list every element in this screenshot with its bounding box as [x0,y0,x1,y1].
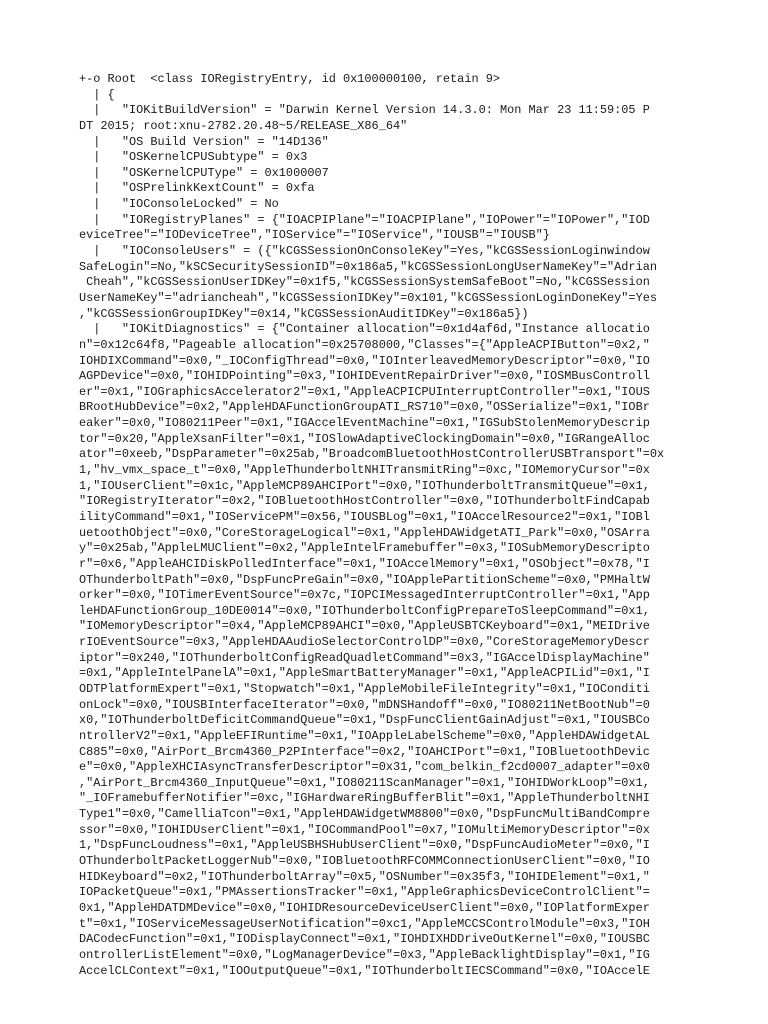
text-line: Type1"=0x0,"CamelliaTcon"=0x1,"AppleHDAWidgetWM8800"=0x0,"DspFuncMultiBandCompre [79,807,650,822]
text-line: | "IOConsoleUsers" = ({"kCGSSessionOnConsoleKey"=Yes,"kCGSSessionLoginwindow [79,244,650,259]
registry-dump-text [79,72,691,979]
text-line: | "OSKernelCPUType" = 0x1000007 [79,165,329,180]
text-line: "_IOFramebufferNotifier"=0xc,"IGHardwareRingBufferBlit"=0x1,"AppleThunderboltNHI [79,791,650,806]
text-line: x0,"IOThunderboltDeficitCommandQueue"=0x1,"DspFuncClientGainAdjust"=0x1,"IOUSBCo [79,713,650,728]
text-line: ontrollerListElement"=0x0,"LogManagerDevice"=0x3,"AppleBacklightDisplay"=0x1,"IG [79,947,650,962]
text-line: | "IOConsoleLocked" = No [79,197,279,212]
text-line: rIOEventSource"=0x3,"AppleHDAAudioSelectorControlDP"=0x0,"CoreStorageMemoryDescr [79,635,650,650]
text-line: IOPacketQueue"=0x1,"PMAssertionsTracker"=0x1,"AppleGraphicsDeviceControlClient"= [79,885,650,900]
text-line: ntrollerV2"=0x1,"AppleEFIRuntime"=0x1,"IOAppleLabelScheme"=0x0,"AppleHDAWidgetAL [79,728,650,743]
text-line: =0x1,"AppleIntelPanelA"=0x1,"AppleSmartBatteryManager"=0x1,"AppleACPILid"=0x1,"I [79,666,650,681]
text-line: t"=0x1,"IOServiceMessageUserNotification"=0xc1,"AppleMCCSControlModule"=0x3,"IOH [79,916,650,931]
text-line: e"=0x0,"AppleXHCIAsyncTransferDescriptor"=0x31,"com_belkin_f2cd0007_adapter"=0x0 [79,760,650,775]
text-line: ODTPlatformExpert"=0x1,"Stopwatch"=0x1,"AppleMobileFileIntegrity"=0x1,"IOConditi [79,681,650,696]
text-line: | "OSKernelCPUSubtype" = 0x3 [79,150,308,165]
text-line: r"=0x6,"AppleAHCIDiskPolledInterface"=0x1,"IOAccelMemory"=0x1,"OSObject"=0x78,"I [79,556,650,571]
text-line: AGPDevice"=0x0,"IOHIDPointing"=0x3,"IOHIDEventRepairDriver"=0x0,"IOSMBusControll [79,369,650,384]
text-line: UserNameKey"="adriancheah","kCGSSessionIDKey"=0x101,"kCGSSessionLoginDoneKey"=Yes [79,290,657,305]
text-line: 1,"hv_vmx_space_t"=0x0,"AppleThunderboltNHITransmitRing"=0xc,"IOMemoryCursor"=0x [79,463,650,478]
text-line: 1,"DspFuncLoudness"=0x1,"AppleUSBHSHubUserClient"=0x0,"DspFuncAudioMeter"=0x0,"I [79,838,650,853]
text-line: | "IOKitDiagnostics" = {"Container allocation"=0x1d4af6d,"Instance allocatio [79,322,650,337]
text-line: | "IOKitBuildVersion" = "Darwin Kernel Version 14.3.0: Mon Mar 23 11:59:05 P [79,103,650,118]
text-line: iptor"=0x240,"IOThunderboltConfigReadQuadletCommand"=0x3,"IGAccelDisplayMachine" [79,650,650,665]
text-line: ator"=0xeeb,"DspParameter"=0x25ab,"BroadcomBluetoothHostControllerUSBTransport"=0x [79,447,665,462]
text-line: DACodecFunction"=0x1,"IODisplayConnect"=0x1,"IOHDIXHDDriveOutKernel"=0x0,"IOUSBC [79,932,650,947]
text-line: "IORegistryIterator"=0x2,"IOBluetoothHostController"=0x0,"IOThunderboltFindCapab [79,494,650,509]
text-line: BRootHubDevice"=0x2,"AppleHDAFunctionGroupATI_RS710"=0x0,"OSSerialize"=0x1,"IOBr [79,400,650,415]
text-line: leHDAFunctionGroup_10DE0014"=0x0,"IOThunderboltConfigPrepareToSleepCommand"=0x1, [79,603,650,618]
text-line: OThunderboltPath"=0x0,"DspFuncPreGain"=0x0,"IOApplePartitionScheme"=0x0,"PMHaltW [79,572,650,587]
text-line: HIDKeyboard"=0x2,"IOThunderboltArray"=0x5,"OSNumber"=0x35f3,"IOHIDElement"=0x1," [79,869,650,884]
text-line: 1,"IOUserClient"=0x1c,"AppleMCP89AHCIPort"=0x0,"IOThunderboltTransmitQueue"=0x1, [79,478,650,493]
text-line: | { [79,87,115,102]
text-line: Cheah","kCGSSessionUserIDKey"=0x1f5,"kCGSSessionSystemSafeBoot"=No,"kCGSSession [79,275,650,290]
text-line: ilityCommand"=0x1,"IOServicePM"=0x56,"IOUSBLog"=0x1,"IOAccelResource2"=0x1,"IOBl [79,509,650,524]
text-line: IOHDIXCommand"=0x0,"_IOConfigThread"=0x0,"IOInterleavedMemoryDescriptor"=0x0,"IO [79,353,650,368]
text-line: AccelCLContext"=0x1,"IOOutputQueue"=0x1,"IOThunderboltIECSCommand"=0x0,"IOAccelE [79,963,650,978]
text-line: +-o Root <class IORegistryEntry, id 0x100000100, retain 9> [79,72,500,86]
text-line: orker"=0x0,"IOTimerEventSource"=0x7c,"IOPCIMessagedInterruptController"=0x1,"App [79,588,650,603]
text-line: C885"=0x0,"AirPort_Brcm4360_P2PInterface"=0x2,"IOAHCIPort"=0x1,"IOBluetoothDevic [79,744,650,759]
text-line: tor"=0x20,"AppleXsanFilter"=0x1,"IOSlowAdaptiveClockingDomain"=0x0,"IGRangeAlloc [79,431,650,446]
text-line: eviceTree"="IODeviceTree","IOService"="IOService","IOUSB"="IOUSB"} [79,228,550,243]
text-line: DT 2015; root:xnu-2782.20.48~5/RELEASE_X86_64" [79,118,408,133]
text-line: uetoothObject"=0x0,"CoreStorageLogical"=0x1,"AppleHDAWidgetATI_Park"=0x0,"OSArra [79,525,650,540]
text-line: OThunderboltPacketLoggerNub"=0x0,"IOBluetoothRFCOMMConnectionUserClient"=0x0,"IO [79,854,650,869]
text-line: ssor"=0x0,"IOHIDUserClient"=0x1,"IOCommandPool"=0x7,"IOMultiMemoryDescriptor"=0x [79,822,650,837]
text-line: er"=0x1,"IOGraphicsAccelerator2"=0x1,"AppleACPICPUInterruptController"=0x1,"IOUS [79,384,650,399]
text-line: | "IORegistryPlanes" = {"IOACPIPlane"="IOACPIPlane","IOPower"="IOPower","IOD [79,212,650,227]
text-line: onLock"=0x0,"IOUSBInterfaceIterator"=0x0,"mDNSHandoff"=0x0,"IO80211NetBootNub"=0 [79,697,650,712]
text-line: "IOMemoryDescriptor"=0x4,"AppleMCP89AHCI"=0x0,"AppleUSBTCKeyboard"=0x1,"MEIDrive [79,619,650,634]
text-line: y"=0x25ab,"AppleLMUClient"=0x2,"AppleIntelFramebuffer"=0x3,"IOSubMemoryDescripto [79,541,650,556]
text-line: n"=0x12c64f8,"Pageable allocation"=0x25708000,"Classes"={"AppleACPIButton"=0x2," [79,337,650,352]
text-line: | "OSPrelinkKextCount" = 0xfa [79,181,315,196]
text-line: | "OS Build Version" = "14D136" [79,134,329,149]
text-line: eaker"=0x0,"IO80211Peer"=0x1,"IGAccelEventMachine"=0x1,"IGSubStolenMemoryDescrip [79,416,650,431]
text-line: ,"AirPort_Brcm4360_InputQueue"=0x1,"IO80211ScanManager"=0x1,"IOHIDWorkLoop"=0x1, [79,775,650,790]
text-line: SafeLogin"=No,"kSCSecuritySessionID"=0x186a5,"kCGSSessionLongUserNameKey"="Adrian [79,259,657,274]
text-line: ,"kCGSSessionGroupIDKey"=0x14,"kCGSSessionAuditIDKey"=0x186a5}) [79,306,529,321]
text-line: 0x1,"AppleHDATDMDevice"=0x0,"IOHIDResourceDeviceUserClient"=0x0,"IOPlatformExper [79,900,650,915]
